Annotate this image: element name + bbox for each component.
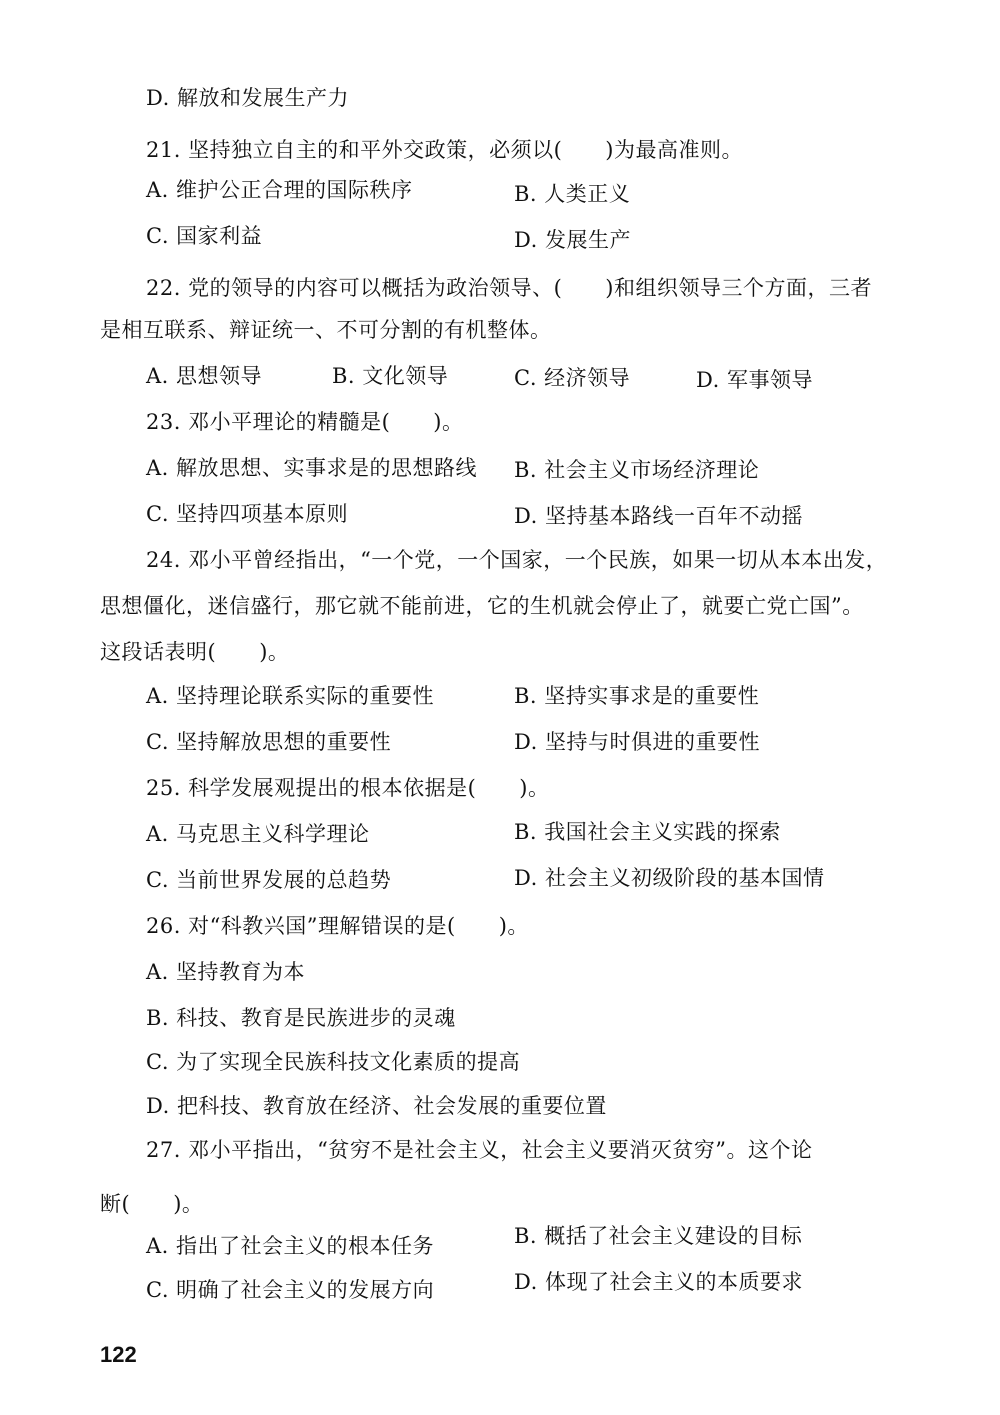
q22-stem-line-1: 22. 党的领导的内容可以概括为政治领导、( )和组织领导三个方面，三者: [146, 276, 872, 300]
q24-stem-line-2: 思想僵化，迷信盛行，那它就不能前进，它的生机就会停止了，就要亡党亡国”。: [100, 594, 864, 618]
q24-option-a: A. 坚持理论联系实际的重要性: [146, 684, 435, 708]
q25-option-d: D. 社会主义初级阶段的基本国情: [514, 866, 825, 890]
q25-option-a: A. 马克思主义科学理论: [146, 822, 370, 846]
q24-stem-line-3: 这段话表明( )。: [100, 640, 290, 664]
q22-option-a: A. 思想领导: [146, 364, 263, 388]
q24-option-d: D. 坚持与时俱进的重要性: [514, 730, 760, 754]
q21-stem: 21. 坚持独立自主的和平外交政策，必须以( )为最高准则。: [146, 138, 743, 162]
q24-option-c: C. 坚持解放思想的重要性: [146, 730, 392, 754]
q21-option-c: C. 国家利益: [146, 224, 263, 248]
q24-option-b: B. 坚持实事求是的重要性: [514, 684, 760, 708]
q24-stem-line-1: 24. 邓小平曾经指出，“一个党，一个国家，一个民族，如果一切从本本出发，: [146, 548, 888, 572]
q25-option-c: C. 当前世界发展的总趋势: [146, 868, 392, 892]
q21-option-d: D. 发展生产: [514, 228, 631, 252]
q27-option-c: C. 明确了社会主义的发展方向: [146, 1278, 435, 1302]
q26-option-b: B. 科技、教育是民族进步的灵魂: [146, 1006, 456, 1030]
q23-option-c: C. 坚持四项基本原则: [146, 502, 349, 526]
q21-option-b: B. 人类正义: [514, 182, 631, 206]
q23-option-a: A. 解放思想、实事求是的思想路线: [146, 456, 478, 480]
q27-option-b: B. 概括了社会主义建设的目标: [514, 1224, 803, 1248]
q23-stem: 23. 邓小平理论的精髓是( )。: [146, 410, 464, 434]
q26-option-d: D. 把科技、教育放在经济、社会发展的重要位置: [146, 1094, 607, 1118]
q27-stem-line-1: 27. 邓小平指出，“贫穷不是社会主义，社会主义要消灭贫穷”。这个论: [146, 1138, 813, 1162]
q25-stem: 25. 科学发展观提出的根本依据是( )。: [146, 776, 550, 800]
q22-option-d: D. 军事领导: [696, 368, 813, 392]
q20-option-d: D. 解放和发展生产力: [146, 86, 349, 110]
q26-stem: 26. 对“科教兴国”理解错误的是( )。: [146, 914, 529, 938]
q22-option-c: C. 经济领导: [514, 366, 631, 390]
q26-option-c: C. 为了实现全民族科技文化素质的提高: [146, 1050, 521, 1074]
q27-option-a: A. 指出了社会主义的根本任务: [146, 1234, 435, 1258]
q23-option-d: D. 坚持基本路线一百年不动摇: [514, 504, 803, 528]
q23-option-b: B. 社会主义市场经济理论: [514, 458, 760, 482]
q22-stem-line-2: 是相互联系、辩证统一、不可分割的有机整体。: [100, 318, 552, 342]
q27-option-d: D. 体现了社会主义的本质要求: [514, 1270, 803, 1294]
page-number: 122: [100, 1342, 137, 1367]
q21-option-a: A. 维护公正合理的国际秩序: [146, 178, 413, 202]
q22-option-b: B. 文化领导: [332, 364, 449, 388]
q26-option-a: A. 坚持教育为本: [146, 960, 306, 984]
q25-option-b: B. 我国社会主义实践的探索: [514, 820, 781, 844]
q27-stem-line-2: 断( )。: [100, 1192, 204, 1216]
